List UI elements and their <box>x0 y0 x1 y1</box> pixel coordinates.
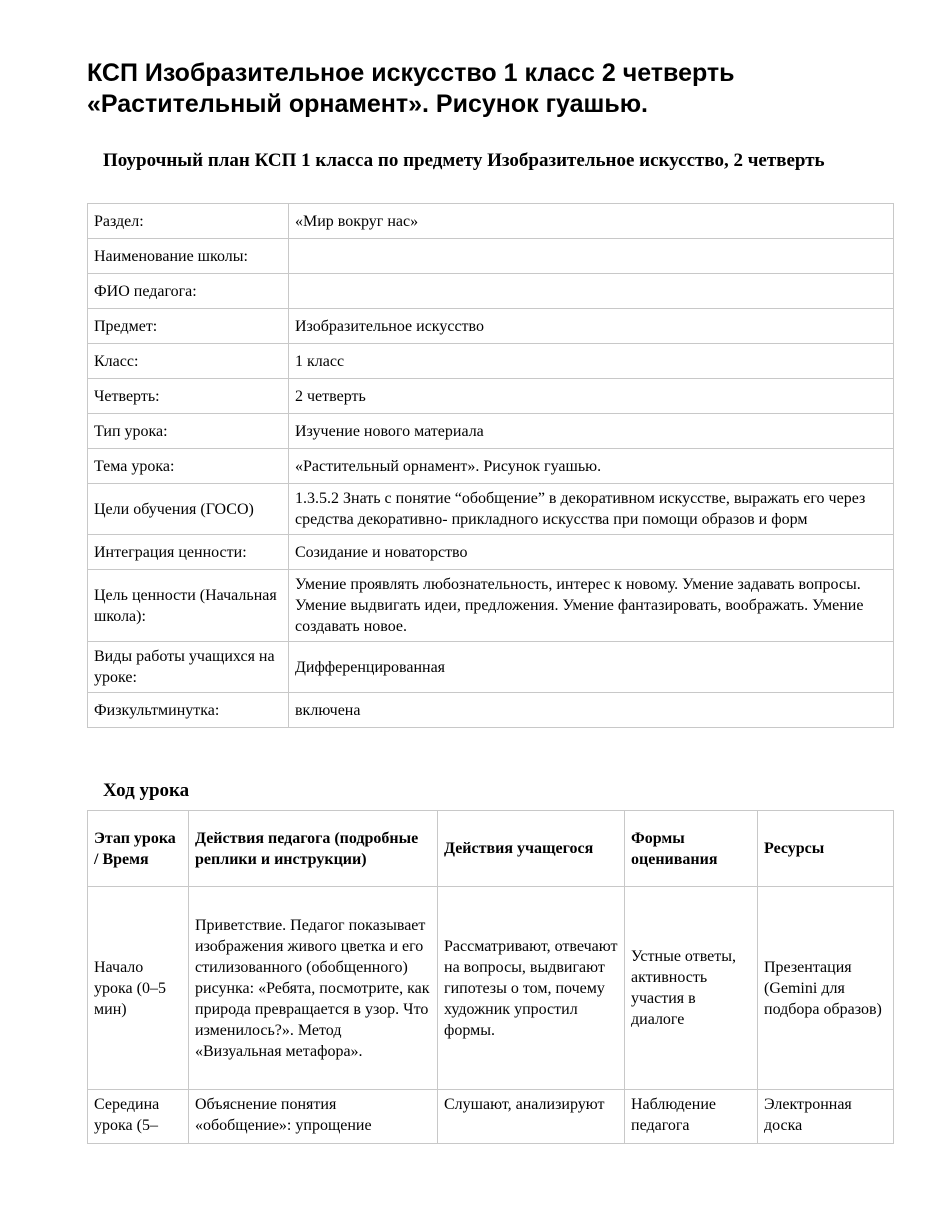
info-value: «Мир вокруг нас» <box>289 204 894 239</box>
info-label: Тип урока: <box>88 414 289 449</box>
info-label: Интеграция ценности: <box>88 535 289 570</box>
info-row-work-types <box>88 642 894 693</box>
info-row-quarter <box>88 379 894 414</box>
resources-cell: Презентация (Gemini для подбора образов) <box>758 887 894 1090</box>
info-value: Умение проявлять любознательность, интерес к новому. Умение задавать вопросы. Умение выдвигать идеи, предложения. Умение фантазировать, воображать. Умение создавать новое. <box>289 570 894 642</box>
info-label: Класс: <box>88 344 289 379</box>
info-label: Четверть: <box>88 379 289 414</box>
document-title: КСП Изобразительное искусство 1 класс 2 четверть «Растительный орнамент». Рисунок гуашью. <box>87 59 735 118</box>
assessment-cell: Устные ответы, активность участия в диалоге <box>625 887 758 1090</box>
info-row-lesson-type <box>88 414 894 449</box>
assessment-cell: Наблюдение педагога <box>625 1090 758 1144</box>
info-label: Виды работы учащихся на уроке: <box>88 642 289 693</box>
table-row <box>88 887 894 1090</box>
info-label: Тема урока: <box>88 449 289 484</box>
lesson-heading: Ход урока <box>103 780 190 801</box>
info-row-value-integration <box>88 535 894 570</box>
stage-cell: Начало урока (0–5 мин) <box>88 887 189 1090</box>
info-value: 1.3.5.2 Знать с понятие “обобщение” в декоративном искусстве, выражать его через средства декоративно- прикладного искусства при помощи образов и форм <box>289 484 894 535</box>
info-value: включена <box>289 693 894 728</box>
column-header-student-actions: Действия учащегося <box>438 811 625 887</box>
info-label: Цели обучения (ГОСО) <box>88 484 289 535</box>
lesson-info-table <box>87 203 894 728</box>
info-label: Предмет: <box>88 309 289 344</box>
info-label: Цель ценности (Начальная школа): <box>88 570 289 642</box>
info-value: 2 четверть <box>289 379 894 414</box>
student-actions-cell: Рассматривают, отвечают на вопросы, выдвигают гипотезы о том, почему художник упростил формы. <box>438 887 625 1090</box>
column-header-resources: Ресурсы <box>758 811 894 887</box>
info-value: Созидание и новаторство <box>289 535 894 570</box>
info-row-section <box>88 204 894 239</box>
teacher-actions-cell: Объяснение понятия «обобщение»: упрощение <box>189 1090 438 1144</box>
resources-cell: Электронная доска <box>758 1090 894 1144</box>
table-row <box>88 1090 894 1144</box>
info-label: ФИО педагога: <box>88 274 289 309</box>
info-row-teacher <box>88 274 894 309</box>
info-row-school <box>88 239 894 274</box>
column-header-teacher-actions: Действия педагога (подробные реплики и инструкции) <box>189 811 438 887</box>
teacher-actions-cell: Приветствие. Педагог показывает изображения живого цветка и его стилизованного (обобщенного) рисунка: «Ребята, посмотрите, как природа превращается в узор. Что изменилось?». Метод «Визуальная метафора». <box>189 887 438 1090</box>
info-value: Дифференцированная <box>289 642 894 693</box>
info-row-value-goal <box>88 570 894 642</box>
info-value: 1 класс <box>289 344 894 379</box>
info-label: Раздел: <box>88 204 289 239</box>
info-value: Изучение нового материала <box>289 414 894 449</box>
plan-heading: Поурочный план КСП 1 класса по предмету Изобразительное искусство, 2 четверть <box>103 150 825 171</box>
column-header-assessment: Формы оценивания <box>625 811 758 887</box>
info-value: «Растительный орнамент». Рисунок гуашью. <box>289 449 894 484</box>
info-value: Изобразительное искусство <box>289 309 894 344</box>
info-label: Наименование школы: <box>88 239 289 274</box>
info-label: Физкультминутка: <box>88 693 289 728</box>
student-actions-cell: Слушают, анализируют <box>438 1090 625 1144</box>
info-row-grade <box>88 344 894 379</box>
info-value <box>289 274 894 309</box>
stage-cell: Середина урока (5– <box>88 1090 189 1144</box>
info-value <box>289 239 894 274</box>
info-row-topic <box>88 449 894 484</box>
info-row-objectives <box>88 484 894 535</box>
column-header-stage: Этап урока / Время <box>88 811 189 887</box>
info-row-subject <box>88 309 894 344</box>
info-row-physical-break <box>88 693 894 728</box>
lesson-header-row <box>88 811 894 887</box>
lesson-flow-table <box>87 810 894 1144</box>
